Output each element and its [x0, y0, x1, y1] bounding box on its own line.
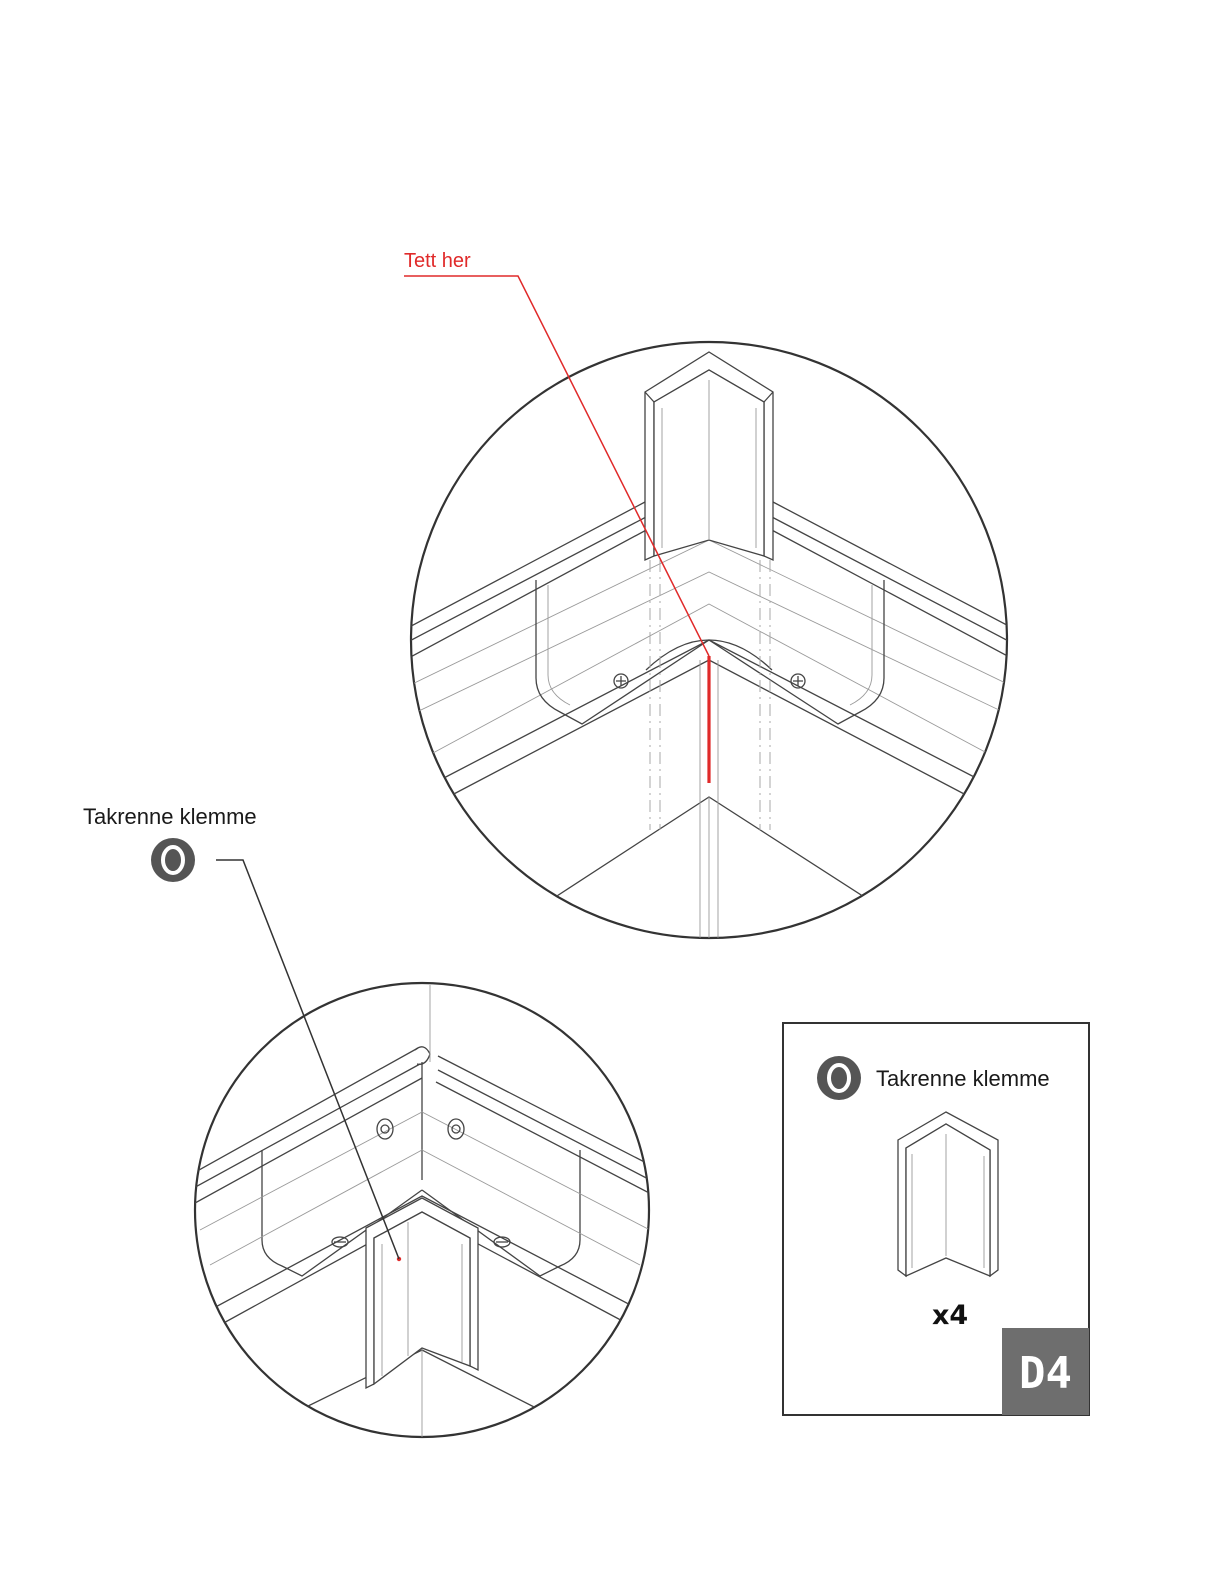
parts-box-quantity: x4 — [932, 1300, 969, 1331]
detail-view-clip-installed — [190, 983, 660, 1450]
parts-box — [783, 1023, 1089, 1415]
gutter-clip-part — [645, 352, 773, 560]
screw-icon — [791, 674, 805, 688]
gutter-clip-part-icon — [898, 1112, 998, 1276]
clip-callout-label: Takrenne klemme — [83, 804, 257, 829]
part-o-badge-icon — [817, 1056, 861, 1100]
screw-icon — [614, 674, 628, 688]
part-o-badge-icon — [151, 838, 195, 882]
seal-callout-label: Tett her — [404, 250, 471, 272]
step-code: D4 — [1019, 1348, 1072, 1399]
detail-view-seal-corner — [400, 342, 1020, 950]
parts-box-part-name: Takrenne klemme — [876, 1066, 1050, 1091]
